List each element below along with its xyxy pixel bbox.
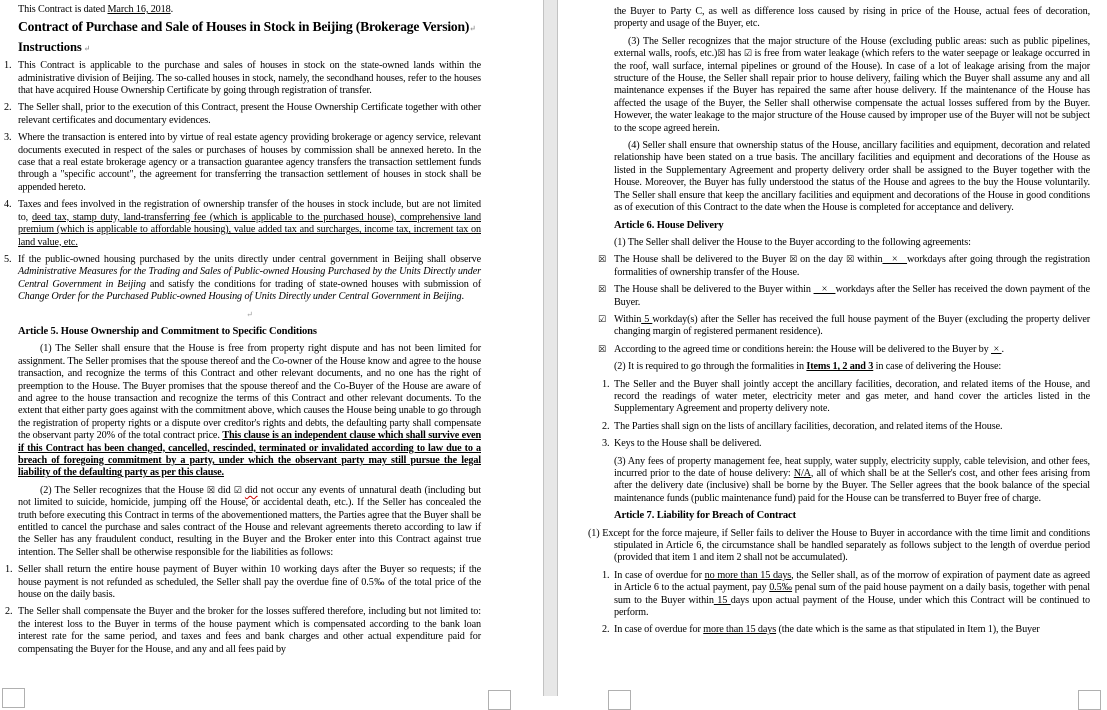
article5-paragraph-3 — [614, 36, 1090, 135]
instructions-heading — [18, 41, 481, 55]
blank-field: 5 — [641, 313, 653, 325]
text-run: Change Order for the Purchased Public-owned Housing of Units Directly under Central Government in Beijing — [18, 291, 462, 303]
text-run: deed tax, stamp duty, land-transferring fee (which is applicable to the purchased house), comprehensive land premium (which is applicable to affordable housing), value added tax and surcharges, income tax, increment tax on land value, etc. — [18, 211, 481, 248]
blank-field: × — [813, 284, 836, 296]
margin-crop-mark — [2, 688, 25, 708]
margin-crop-mark — [1078, 690, 1101, 710]
spellcheck-flagged-word: did — [244, 484, 258, 496]
pilcrow-mark: ↵ — [81, 43, 91, 53]
text-run: workdays after going through the registration formalities of ownership transfer of the House. — [614, 254, 1091, 278]
page-2[interactable] — [558, 0, 1107, 696]
checkbox-item-1 — [598, 254, 1091, 279]
empty-paragraph — [18, 309, 481, 321]
text-run: is free from water leakage (which refers to the water seepage or leakage occurred in the roof, wall surface, internal pipelines or ground of the House). In case of a lot of leakage arising from the major structure of the House, the Seller shall repair prior to house delivery, failing which the Buyer shall assume any and all maintenance expenses if the Buyer has repaired the same after house delivery. If the maintenance of the House has affected the usage of the Buyer, the Seller shall otherwise compensate the actual losses suffered from by the Buyer. However, the water leakage to the major structure of the House caused by improper use of the Buyer will not be subject to the scope agreed herein. — [614, 48, 1091, 134]
list-number: 2. — [5, 606, 13, 618]
article6-paragraph-1 — [614, 237, 1090, 249]
list-number: 2. — [602, 420, 610, 432]
text-run: (2) The Seller recognizes that the House — [40, 484, 207, 496]
text-run: , the Seller shall, as of the morrow of expiration of payment date as agreed in Article 6 to the actual payment, pay — [614, 569, 1090, 594]
text-run: This clause is an independent clause which shall survive even if this Contract has been changed, cancelled, rescinded, terminated or invalidated according to law due to a breach of foregoing commitment by a party, under which the observant party may still pursue the legal liability of the defaulting party as per this clause. — [18, 430, 481, 479]
text-run: If the public-owned housing purchased by the units directly under central government in Beijing shall observe — [18, 253, 481, 265]
article5-paragraph-4 — [614, 140, 1090, 214]
instruction-item-1 — [4, 60, 481, 97]
article6-item-2 — [602, 420, 1090, 433]
text-run: 0.5‰ — [769, 582, 793, 594]
article6-heading: Article 6. House Delivery — [614, 219, 724, 231]
checkbox-x-icon: ☒ — [717, 49, 726, 60]
list-number: 2. — [602, 624, 610, 636]
text-run: penal sum of the paid house payment on a daily basis, together with penal sum to the Buyer within — [614, 582, 1090, 606]
text-run: in case of delivering the House: — [873, 361, 1002, 373]
list-number: 4. — [4, 199, 12, 211]
text-run: (4) Seller shall ensure that ownership status of the House, ancillary facilities and equipment, decoration and related relationship have been stated on a true basis. The ancillary facilities and equipment and decorations of the House as listed in the Supplementary Agreement and property delivery order shall be assigned to the Buyer together with the House. Moreover, the Buyer has fully understood the status of the House and agrees to the buy the House voluntarily. The Seller shall ensure that keep the ancillary facilities and equipment and decorations of the House in good conditions as of execution of this Contract to the date when the House is completed for acceptance and delivery. — [614, 140, 1090, 214]
text-run: on the day — [797, 254, 847, 266]
text-run: did — [214, 484, 234, 496]
article7-item-1 — [602, 569, 1091, 620]
article5-subitem-2 — [5, 606, 481, 656]
list-number: 1. — [602, 378, 610, 390]
article7-item-2 — [602, 624, 1090, 636]
checkbox-item-3 — [598, 313, 1090, 339]
text-run: (2) It is required to go through the formalities in — [614, 361, 807, 373]
date-value: March 16, 2018 — [107, 4, 171, 15]
text-run: Administrative Measures for the Trading and Sales of Public-owned Housing Purchased by the Units Directly under Central Government in Beijing — [18, 266, 481, 290]
checkbox-x-icon: ☒ — [598, 255, 606, 266]
text-run: more than 15 days — [703, 624, 777, 636]
text-run: In case of overdue for — [614, 624, 704, 636]
title-text: Contract of Purchase and Sale of Houses in Stock in Beijing (Brokerage Version) — [18, 19, 470, 35]
dateline — [18, 4, 481, 16]
text-run: The Seller shall, prior to the execution of this Contract, present the House Ownership Certificate together with other relevant certificates and documentary evidences. — [18, 102, 481, 126]
checkbox-x-icon: ☒ — [598, 285, 606, 296]
text-run: This Contract is dated — [18, 4, 108, 15]
checkbox-check-icon: ☑ — [743, 49, 752, 60]
article6-item-3 — [602, 438, 1090, 450]
margin-crop-mark — [608, 690, 631, 710]
list-number: 1. — [4, 60, 12, 72]
text-run: . — [461, 291, 464, 303]
document-title — [18, 21, 481, 35]
continuation-paragraph — [614, 6, 1090, 31]
instruction-item-4 — [4, 199, 481, 249]
text-run: Keys to the House shall be delivered. — [614, 438, 762, 450]
subtitle-text: Instructions — [18, 39, 82, 54]
article5-paragraph-2 — [18, 485, 481, 559]
text-run: Where the transaction is entered into by virtue of real estate agency providing brokerage or agency service, relevant documents executed in respect of the sales or purchases of houses by commission shall be annexed hereto. In the case that a real estate brokerage agency or a transaction guarantee agency transfers the transaction settlement funds through a "specific account", the agreement for transferring the transaction settlement of houses in stock shall be appended hereto. — [18, 132, 481, 193]
checkbox-item-2 — [598, 284, 1090, 309]
text-run: workday(s) after the Seller has received the full house payment of the Buyer (excluding the property deliver changing margin of registered permanent residence). — [614, 313, 1090, 338]
text-run: The House shall be delivered to the Buyer within — [614, 284, 814, 296]
list-number: 1. — [602, 569, 610, 581]
text-run: no more than 15 days — [704, 569, 792, 581]
blank-field: 15 — [713, 594, 731, 606]
text-run: has — [725, 48, 744, 60]
text-run: within — [853, 254, 883, 266]
page-1[interactable] — [0, 0, 543, 696]
page-gap — [543, 0, 558, 696]
text-run: (the date which is the same as that stipulated in Item 1), the Buyer — [776, 624, 1040, 636]
article5-subitem-1 — [5, 564, 481, 601]
text-run: Within — [614, 313, 642, 325]
list-number: 2. — [4, 102, 12, 114]
text-run: , all of which shall be at the Seller's cost, and other fees arising from after the delivery date (inclusive) shall be borne by the Buyer. The Seller agrees that the book balance of the special maintenance funds (public maintenance fund) paid for the House can be transferred to Buyer free of charge. — [614, 468, 1090, 504]
checkbox-check-icon: ☑ — [233, 485, 242, 496]
text-run: The Parties shall sign on the lists of ancillary facilities, decoration, and related items of the House. — [614, 420, 1003, 432]
pilcrow-mark: ↵ — [469, 24, 476, 34]
text-run: Seller shall return the entire house payment of Buyer within 10 working days after the Buyer so requests; if the house payment is not refunded as scheduled, the Seller shall pay the overdue fine of 0.5‰ of the total price of the house on the daily basis. — [18, 564, 481, 601]
checkbox-x-icon: ☒ — [598, 344, 606, 355]
checkbox-x-icon: ☒ — [846, 255, 854, 266]
text-run: In case of overdue for — [614, 569, 705, 581]
text-run: (1) Except for the force majeure, if Seller fails to deliver the House to Buyer in accordance with the time limit and conditions stipulated in Article 6, the circumstance shall be handled separately as follows subject to the length of overdue period (provided that item 1 and item 2 shall not be accumulated). — [588, 527, 1090, 564]
article7-heading: Article 7. Liability for Breach of Contract — [614, 510, 796, 522]
text-run: (3) Any fees of property management fee, heat supply, water supply, electricity supply, cable television, and other fees, incurred prior to the date of house delivery: — [614, 455, 1090, 479]
article6-paragraph-2 — [614, 361, 1090, 373]
text-run: Taxes and fees involved in the registration of ownership transfer of the houses in stock include, but are not limited to, — [18, 199, 481, 223]
checkbox-check-icon: ☑ — [598, 314, 606, 325]
list-number: 5. — [4, 253, 12, 265]
article6-paragraph-3 — [614, 456, 1090, 506]
text-run: Items 1, 2 and 3 — [806, 361, 874, 373]
article5-heading: Article 5. House Ownership and Commitment to Specific Conditions — [18, 325, 317, 337]
list-number: 3. — [4, 132, 12, 144]
blank-field: × — [882, 254, 908, 266]
text-run: The House shall be delivered to the Buyer — [614, 254, 790, 266]
checkbox-item-4 — [598, 343, 1090, 356]
blank-field: × — [991, 343, 1002, 355]
instruction-item-3 — [4, 132, 481, 194]
text-run: The Seller and the Buyer shall jointly accept the ancillary facilities, decoration, and related items of the House, and record the readings of water meter, electricity meter and gas meter, and hand cover the articles listed in the Supplementary Agreement and property delivery note. — [614, 378, 1090, 415]
blank-field: N/A — [793, 468, 811, 479]
margin-crop-mark — [488, 690, 511, 710]
text-run: According to the agreed time or conditions herein: the House will be delivered to the Buyer by — [614, 343, 992, 355]
checkbox-x-icon: ☒ — [789, 255, 798, 266]
text-run: (1) The Seller shall deliver the House to the Buyer according to the following agreements: — [614, 236, 971, 248]
text-run: (1) The Seller shall ensure that the House is free from property right dispute and has not been limited for assignment. The Seller promises that the spouse thereof and the Co-owner of the House know and agree to the house transaction, and recognize the terms of this Contract and other relevant documents, and no one has the right of preemption to the House. The Buyer promises that the spouse thereof and the Co-Buyer of the House are aware of and agree to the house transaction and recognize the terms of this Contract and other relevant documents. To the extent that either party goes against with the commitment above, which causes the House being unable to go through the registration of property rights or a dispute over creditor's rights and debts, the defaulting party shall compensate the observant party 20% of the total contract price. — [18, 343, 481, 442]
text-run: and satisfy the conditions for trading of state-owned houses with submission of — [145, 278, 481, 290]
pilcrow-mark: ↵ — [246, 309, 253, 319]
instruction-item-5 — [4, 253, 481, 304]
text-run: the Buyer to Party C, as well as difference loss caused by rising in price of the House, actual fees of decoration, property and usage of the Buyer, etc. — [614, 6, 1090, 30]
checkbox-x-icon: ☒ — [206, 485, 215, 496]
article5-paragraph-1 — [18, 343, 481, 479]
text-run: . — [1001, 343, 1004, 355]
text-run: This Contract is applicable to the purchase and sales of houses in stock on the state-owned lands within the administrative division of Beijing. The so-called houses in stock, namely, the secondhand houses, refer to the houses that have acquired House Ownership Certificate by going through registration of transfer. — [18, 60, 481, 97]
article7-paragraph-1 — [588, 527, 1090, 565]
text-run: . — [170, 4, 174, 15]
text-run: workdays after the Seller has received the down payment of the Buyer. — [614, 284, 1090, 308]
list-number: 3. — [602, 438, 610, 450]
text-run: (3) The Seller recognizes that the major structure of the House (excluding public areas: such as public pipelines, external walls, roofs, etc.) — [614, 35, 1090, 60]
article6-item-1 — [602, 378, 1090, 416]
list-number: 1. — [5, 564, 13, 576]
instruction-item-2 — [4, 102, 481, 127]
text-run: days upon actual payment of the House, under which this Contract will be continued to perform. — [614, 594, 1091, 619]
text-run: not occur any events of unnatural death (including but not limited to suicide, homicide, jumping off the House, or accidental death, etc.). If the Seller has concealed the truth before executing this Contract in terms of the abovementioned matters, the Parties agree that the Buyer shall be entitled to cancel the purchase and sales contract of the House and relevant agreements thereto according to law if the Seller has any fraudulent conduct, resulting in the Buyer and the Broker enter into this Contract against true intention. The Seller shall be otherwise responsible for the liabilities as follows: — [18, 484, 481, 558]
text-run: The Seller shall compensate the Buyer and the broker for the losses suffered therefore, including but not limited to: the interest loss to the Buyer in terms of the house payment which is compensated according to the bank loan interest rate for the same period, and taxes and fees and bank charges and other actual expenditure paid for compensating the Buyer for the House, and any and all fees paid by — [18, 606, 481, 655]
